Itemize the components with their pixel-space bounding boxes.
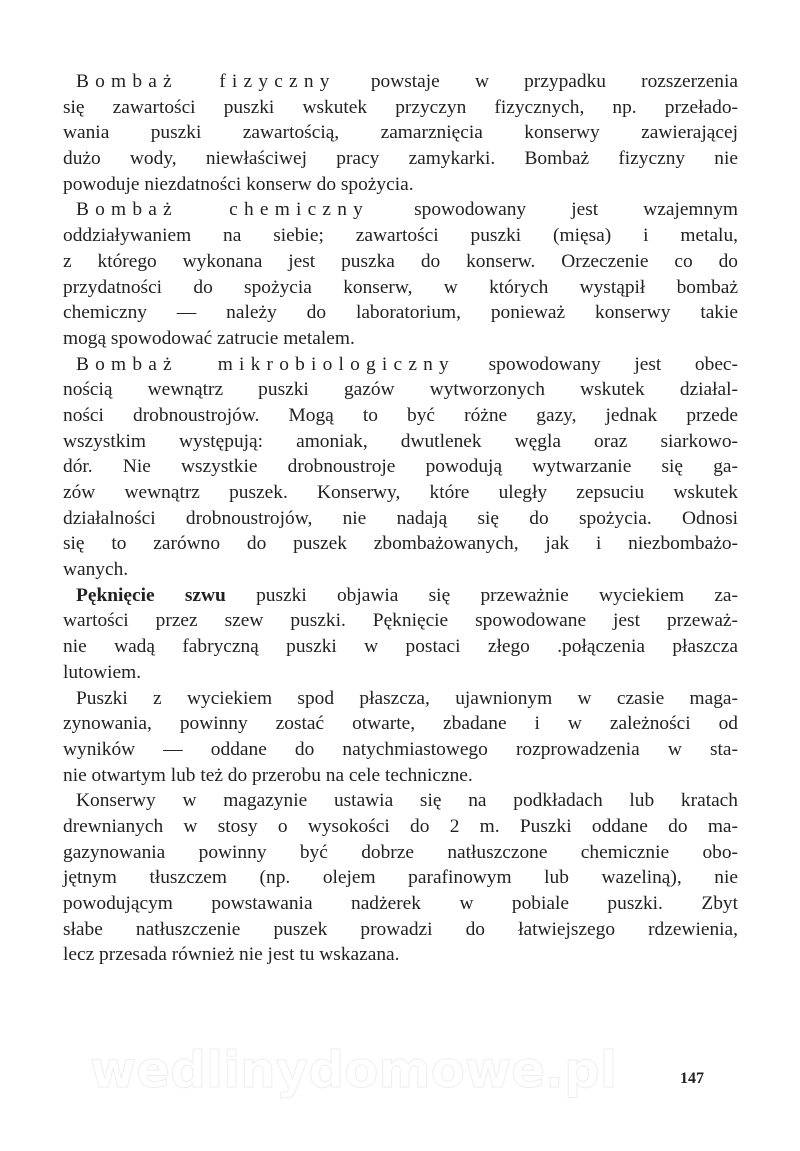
line-text: słabe natłuszczenie puszek prowadzi do łatwiejszego rdzewienia, [63, 918, 738, 940]
line-text: Puszki z wyciekiem spod płaszcza, ujawnionym w czasie maga- [76, 687, 738, 709]
text-line [63, 223, 738, 249]
line-text: ności drobnoustrojów. Mogą to być różne gazy, jednak przede [63, 404, 738, 426]
line-text: oddziaływaniem na siebie; zawartości puszki (mięsa) i metalu, [63, 225, 738, 247]
line-text: wyników — oddane do natychmiastowego rozprowadzenia w sta- [63, 738, 738, 760]
line-text: spowodowany jest wzajemnym [369, 199, 738, 221]
text-line [63, 660, 738, 686]
watermark: wedlinydomowe.pl [90, 1041, 617, 1099]
text-line [63, 300, 738, 326]
text-line [63, 865, 738, 891]
text-line [63, 454, 738, 480]
line-text: wanych. [63, 559, 129, 581]
line-text: działalności drobnoustrojów, nie nadają się do spożycia. Odnosi [63, 507, 738, 529]
text-line [63, 249, 738, 275]
text-line [63, 917, 738, 943]
text-line [63, 146, 738, 172]
line-text: lutowiem. [63, 661, 142, 683]
line-text: puszki objawia się przeważnie wyciekiem za- [225, 584, 738, 606]
text-line [63, 377, 738, 403]
text-line [63, 583, 738, 609]
text-line [63, 403, 738, 429]
text-line [63, 814, 738, 840]
paragraph-lead-term: Bombaż fizyczny [76, 71, 336, 92]
text-line [63, 763, 738, 789]
text-line [63, 840, 738, 866]
text-line [63, 557, 738, 583]
text-line [63, 172, 738, 198]
document-body [63, 69, 738, 968]
line-text: nie otwartym lub też do przerobu na cele techniczne. [63, 764, 473, 786]
line-text: gazynowania powinny być dobrze natłuszczone chemicznie obo- [63, 841, 738, 863]
line-text: Konserwy w magazynie ustawia się na podkładach lub kratach [76, 790, 738, 812]
line-text: chemiczny — należy do laboratorium, ponieważ konserwy takie [63, 302, 738, 324]
line-text: drewnianych w stosy o wysokości do 2 m. Puszki oddane do ma- [63, 815, 738, 837]
line-text: się zawartości puszki wskutek przyczyn fizycznych, np. przełado- [63, 96, 738, 118]
paragraph-lead-term: Bombaż chemiczny [76, 199, 370, 221]
text-line [63, 608, 738, 634]
line-text: dużo wody, niewłaściwej pracy zamykarki. Bombaż fizyczny nie [63, 148, 738, 170]
text-line [63, 788, 738, 814]
line-text: powoduje niezdatności konserw do spożycia. [63, 173, 414, 195]
paragraph-lead-term: Bombaż mikrobiologiczny [76, 353, 455, 375]
line-text: powstaje w przypadku rozszerzenia [335, 71, 739, 92]
text-line [63, 531, 738, 557]
line-text: lecz przesada również nie jest tu wskazana. [63, 944, 400, 966]
line-text: przydatności do spożycia konserw, w których wystąpił bombaż [63, 276, 738, 298]
text-line [63, 275, 738, 301]
paragraph-lead-term: Pęknięcie szwu [76, 584, 226, 606]
line-text: nie wadą fabryczną puszki w postaci złego .połączenia płaszcza [63, 636, 738, 658]
line-text: jętnym tłuszczem (np. olejem parafinowym lub wazeliną), nie [63, 867, 738, 889]
line-text: się to zarówno do puszek zbombażowanych, jak i niezbombażo- [63, 533, 738, 555]
text-line [63, 686, 738, 712]
text-line [63, 95, 738, 121]
text-line [63, 197, 738, 223]
text-line [63, 711, 738, 737]
text-line [63, 429, 738, 455]
text-line [63, 942, 738, 968]
line-text: dór. Nie wszystkie drobnoustroje powodują wytwarzanie się ga- [63, 456, 738, 478]
line-text: nością wewnątrz puszki gazów wytworzonych wskutek działal- [63, 379, 738, 401]
line-text: powodującym powstawania nadżerek w pobiale puszki. Zbyt [63, 893, 738, 914]
page-number: 147 [680, 1070, 704, 1087]
text-line [63, 120, 738, 146]
text-line [63, 69, 738, 95]
paragraph [63, 686, 738, 789]
line-text: mogą spowodować zatrucie metalem. [63, 327, 355, 349]
text-line [63, 480, 738, 506]
paragraph [63, 352, 738, 583]
text-line [63, 326, 738, 352]
paragraph [63, 69, 738, 197]
line-text: zynowania, powinny zostać otwarte, zbadane i w zależności od [63, 713, 738, 735]
paragraph [63, 583, 738, 686]
line-text: wszystkim występują: amoniak, dwutlenek węgla oraz siarkowo- [63, 430, 738, 452]
text-line [63, 737, 738, 763]
text-line [63, 891, 738, 917]
paragraph [63, 197, 738, 351]
text-line [63, 634, 738, 660]
paragraph [63, 788, 738, 968]
line-text: zów wewnątrz puszek. Konserwy, które uległy zepsuciu wskutek [63, 482, 738, 503]
line-text: z którego wykonana jest puszka do konserw. Orzeczenie co do [63, 250, 738, 272]
text-line [63, 352, 738, 378]
line-text: wania puszki zawartością, zamarznięcia konserwy zawierającej [63, 122, 738, 144]
line-text: wartości przez szew puszki. Pęknięcie spowodowane jest przeważ- [63, 610, 738, 632]
text-line [63, 506, 738, 532]
line-text: spowodowany jest obec- [454, 353, 738, 375]
